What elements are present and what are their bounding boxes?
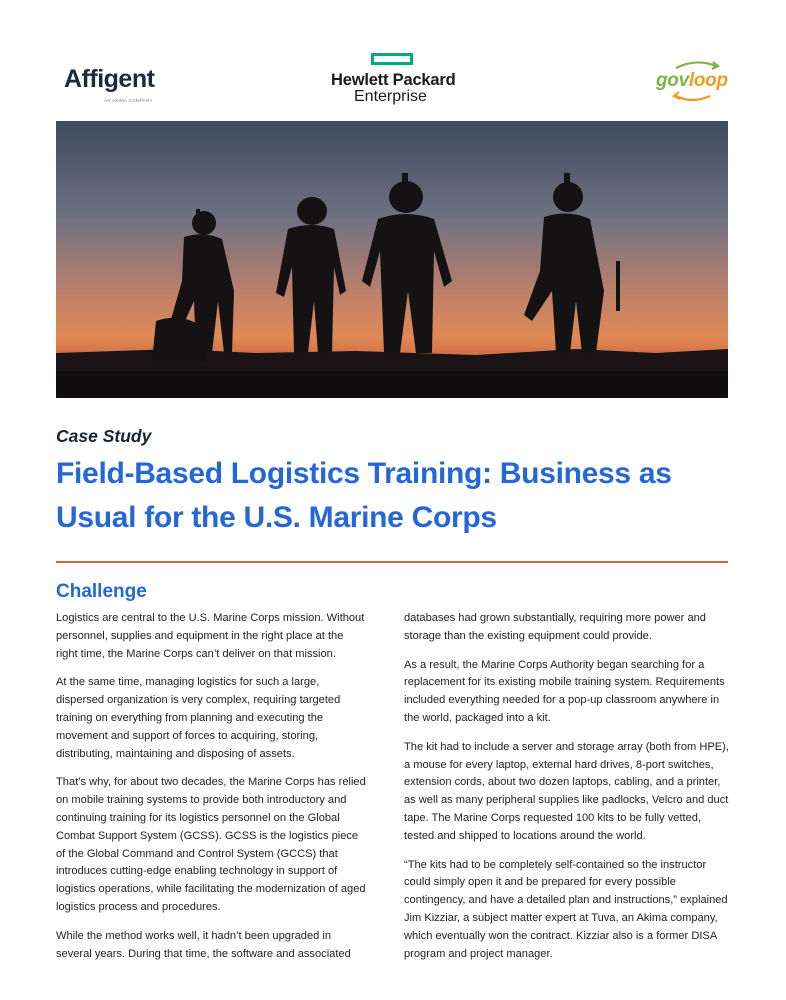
affigent-logo-tagline: AN AKIMA COMPANY xyxy=(104,98,153,103)
case-study-label: Case Study xyxy=(56,426,152,446)
govloop-loop: loop xyxy=(688,70,728,91)
paragraph: “The kits had to be completely self-contained so the instructor could simply open it and be prepared for every possible contingency, and have a detailed plan and instructions,” explained Jim Kizziar, a subject matter expert at Tuva, an Akima company, which eventually won the contract. Kizziar also is a former DISA program and project manager. xyxy=(404,858,728,960)
affigent-logo xyxy=(64,66,164,108)
right-column xyxy=(404,610,730,974)
govloop-gov: gov xyxy=(656,70,689,91)
hero-image xyxy=(56,121,728,398)
divider xyxy=(56,561,728,563)
paragraph: databases had grown substantially, requiring more power and storage than the existing equipment could provide. xyxy=(404,612,706,642)
left-column xyxy=(56,610,366,974)
hpe-logo-line2: Enterprise xyxy=(354,88,427,105)
affigent-logo-name: Affigent xyxy=(64,65,155,93)
govloop-logo xyxy=(654,58,734,106)
paragraph: While the method works well, it hadn’t been upgraded in several years. During that time, the software and associated xyxy=(56,929,351,960)
paragraph: That’s why, for about two decades, the Marine Corps has relied on mobile training systems to provide both introductory and continuing training for its logistics personnel on the Global Combat Support System (GCSS). GCSS is the logistics piece of the Global Command and Control System (GCCS) that introduces cutting-edge enabling technology in support of logistics operations, while facilitating the modernization of aged logistics process and procedures. xyxy=(56,776,366,913)
hpe-logo xyxy=(331,53,461,105)
paragraph: The kit had to include a server and storage array (both from HPE), a mouse for every laptop, external hard drives, 8-port switches, extension cords, about two dozen laptops, cabling, and a printer, as well as many peripheral supplies like padlocks, Velcro and duct tape. The Marine Corps requested 100 kits to be fully vetted, tested and shipped to locations around the world. xyxy=(404,740,729,842)
paragraph: At the same time, managing logistics for such a large, dispersed organization is very complex, requiring targeted training on everything from planning and executing the movement and support of forces to acquiring, storing, distributing, maintaining and disposing of assets. xyxy=(56,676,341,760)
paragraph: Logistics are central to the U.S. Marine Corps mission. Without personnel, supplies and equipment in the right place at the right time, the Marine Corps can’t deliver on that mission. xyxy=(56,612,365,660)
page-title: Field-Based Logistics Training: Business as Usual for the U.S. Marine Corps xyxy=(56,457,672,534)
paragraph: As a result, the Marine Corps Authority began searching for a replacement for its existing mobile training system. Requirements included everything needed for a pop-up classroom anywhere in the world, packaged into a kit. xyxy=(404,658,725,724)
section-heading-challenge: Challenge xyxy=(56,581,147,602)
hpe-element-icon xyxy=(371,53,413,65)
hpe-logo-line1: Hewlett Packard xyxy=(331,71,456,89)
